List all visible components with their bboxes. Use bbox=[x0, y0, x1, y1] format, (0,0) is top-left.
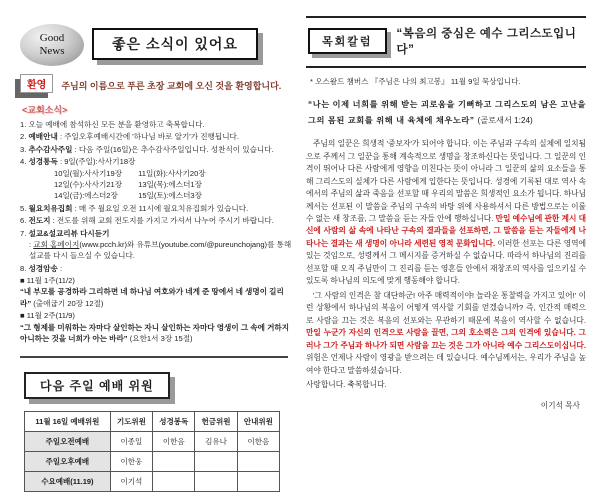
source-note: * 오스왈드 챔버스 『주님은 나의 최고봉』 11월 9일 묵상입니다. bbox=[310, 77, 521, 86]
closing-line: 사랑합니다. 축복합니다. bbox=[306, 380, 387, 390]
cell: 이종일 bbox=[110, 432, 152, 452]
item-number: 3. bbox=[20, 144, 27, 154]
item-number: 6. bbox=[20, 216, 27, 226]
church-news-list bbox=[20, 119, 292, 344]
text-segment: 주님의 일꾼은 희생적 '중보자'가 되어야 합니다. 이는 주님과 구속의 실체에 일치됨으로 주께서 그 일꾼을 통해 계속적으로 생명을 창조하신다는 뜻입니다. 그 일꾼의 인격이 뛰어나 다른 사람에게 영향을 미친다는 뜻이 아니라 그 일꾼의 삶의 요소들을 통해 그리스도의 실체가 다른 사람에게 입한다는 뜻입니다. 성경에 기록된 대로 역사 속에서의 주님의 삶과 죽음을 선포할 때 우리의 말씀은 희생적인 요소가 됩니다. 하나님께서는 선포된 이 말씀을 주님의 구속의 바탕 위에 사용하셔서 다른 방법으로는 이룰 수 없는 새 창조를, 그 말씀을 듣는 자들 안에 행하십니다. bbox=[306, 139, 586, 223]
cell: 이한음 bbox=[237, 432, 279, 452]
verse-week: ■ 11월 1주(11/2) bbox=[20, 276, 75, 286]
item-number: 1. bbox=[20, 120, 27, 129]
table-row bbox=[25, 472, 280, 492]
news-item-5 bbox=[20, 203, 292, 214]
cell bbox=[195, 472, 237, 492]
text-segment: 위험은 언제나 사람이 영광을 받으려는 데 있습니다. 예수님께서는, 우리가 주님을 높여야 한다고 말씀하셨습니다. bbox=[306, 353, 586, 375]
memory-verse-1 bbox=[20, 275, 292, 309]
column-body bbox=[306, 138, 586, 377]
lead-quote bbox=[308, 97, 586, 128]
quote-reference: (골로새서 1:24) bbox=[477, 115, 533, 125]
welcome-row bbox=[20, 74, 292, 93]
news-item-8 bbox=[20, 263, 292, 274]
item-text: : 주일오후예배시간에 '하나님 바로 알기'가 진행됩니다. bbox=[59, 132, 239, 142]
table-header-row bbox=[25, 412, 280, 432]
news-item-6 bbox=[20, 215, 292, 226]
col-header: 11월 16일 예배위원 bbox=[25, 412, 111, 432]
item-number: 2. bbox=[20, 132, 27, 142]
reading-entry: 15일(토):에스더3장 bbox=[138, 191, 202, 201]
verse-ref: (출애굽기 20장 12절) bbox=[33, 298, 104, 308]
reading-entry: 12일(수):사사기21장 bbox=[54, 179, 123, 189]
reading-entry: 10일(월):사사기19장 bbox=[54, 168, 123, 178]
news-item-7 bbox=[20, 228, 292, 262]
item-text: : bbox=[59, 157, 63, 167]
reading-entry: 9일(주일):사사기18장 bbox=[64, 157, 136, 167]
right-column bbox=[300, 0, 600, 424]
item-number: 5. bbox=[20, 203, 27, 213]
committee-table bbox=[24, 411, 280, 492]
col-header: 성경봉독 bbox=[153, 412, 195, 432]
column-header bbox=[306, 16, 586, 68]
readings-grid bbox=[54, 168, 292, 202]
item-label: 설교&설교리뷰 다시듣기 bbox=[28, 228, 110, 238]
good-news-badge bbox=[20, 24, 84, 66]
text-segment: 이러한 선포는 다른 영역에 있는 것임으로, 성령께서 그 메시지를 증거하실 수 없습니다. 따라서 하나님의 진리를 선포할 때 오직 주님만이 그 진리를 듣는 영혼들 안에서 재창조의 역사를 일으키실 수 있도록 하나님의 의도에 맞게 행동해야 합니다. bbox=[306, 238, 587, 286]
column-title: “복음의 중심은 예수 그리스도입니다” bbox=[396, 28, 577, 56]
item-text: : bbox=[59, 263, 63, 273]
item-number: 8. bbox=[20, 263, 27, 273]
verse-text: “내 부모를 공경하라 그리하면 네 하나님 여호와가 네게 준 땅에서 네 생명이 길리라” bbox=[20, 287, 284, 308]
col-header: 안내위원 bbox=[237, 412, 279, 432]
row-header: 주일오후예배 bbox=[25, 452, 111, 472]
item-text: 오늘 예배에 참석하신 모든 분을 환영하고 축복합니다. bbox=[28, 120, 205, 129]
item-label: 월요치유집회 bbox=[28, 203, 73, 213]
col-header: 기도위원 bbox=[110, 412, 152, 432]
verse-week: ■ 11월 2주(11/9) bbox=[20, 311, 75, 321]
committee-title: 다음 주일 예배 위원 bbox=[24, 372, 170, 399]
emphasis-segment: 만일 누군가 자신의 인격으로 사람을 끌면, 그의 호소력은 그의 인격에 있습니다. 그러나 그가 주님과 하나가 되면 사람을 끄는 것은 그가 아니라 예수 그리스도이십니다. bbox=[306, 328, 586, 350]
item-text: : 전도를 위해 교회 전도지를 가지고 가셔서 나누어 주시기 바랍니다. bbox=[52, 216, 274, 226]
reading-entry: 13일(목):에스더1장 bbox=[138, 179, 202, 189]
cell: 이한웅 bbox=[110, 452, 152, 472]
col-header: 헌금위원 bbox=[195, 412, 237, 432]
cell bbox=[153, 452, 195, 472]
news-item-1 bbox=[20, 119, 292, 130]
left-column bbox=[0, 0, 300, 487]
news-item-2 bbox=[20, 131, 292, 142]
row-header: 수요예배(11.19) bbox=[25, 472, 111, 492]
news-item-3 bbox=[20, 144, 292, 155]
detail-rest: (www.pcch.kr)와 유튜브(youtube.com/@pureunchojang)를 통해 설교를 다시 들으실 수 있습니다. bbox=[29, 239, 292, 261]
verse-ref: (요한1서 3장 15절) bbox=[129, 334, 193, 344]
detail-prefix: : bbox=[29, 239, 34, 249]
item-label: 전도지 bbox=[28, 216, 51, 226]
reading-entry: 14일(금):에스더2장 bbox=[54, 191, 118, 201]
cell bbox=[153, 472, 195, 492]
text-segment: '그 사람의 인격은 참 대단하군! 아주 매력적이야! 놀라운 통찰력을 가지고 있어!' 이런 상황에서 하나님의 복음이 어떻게 역사할 기회를 얻겠습니까? 즉, 인간적 매력으로 사람을 끄는 것은 복음의 선포와는 무관하기 때문에 복음이 역사할 수 없습니다. bbox=[306, 290, 586, 325]
table-row bbox=[25, 432, 280, 452]
paragraph-1 bbox=[306, 138, 586, 288]
memory-verse-2 bbox=[20, 310, 292, 344]
news-item-4 bbox=[20, 156, 292, 202]
item-label: 성경암송 bbox=[28, 263, 58, 273]
item-label: 예배안내 bbox=[28, 132, 58, 142]
welcome-text: 주님의 이름으로 푸른 초장 교회에 오신 것을 환영합니다. bbox=[61, 81, 282, 91]
cell: 김유나 bbox=[195, 432, 237, 452]
homepage-link-text: 교회 홈페이지 bbox=[33, 239, 80, 249]
item-number: 4. bbox=[20, 157, 27, 167]
quote-text: “나는 이제 너희를 위해 받는 괴로움을 기뻐하고 그리스도의 남은 고난을 그의 몸된 교회를 위해 내 육체에 채우노라” bbox=[308, 100, 586, 125]
table-row bbox=[25, 452, 280, 472]
cell: 이한음 bbox=[153, 432, 195, 452]
item-text: : 매 주 월요일 오전 11시에 월요치유집회가 있습니다. bbox=[74, 203, 249, 213]
cell bbox=[195, 452, 237, 472]
cell bbox=[237, 472, 279, 492]
cell bbox=[237, 452, 279, 472]
pastor-signature: 이기석 목사 bbox=[540, 401, 580, 411]
welcome-badge: 환영 bbox=[20, 74, 53, 93]
reading-entry: 11일(화):사사기20장 bbox=[138, 168, 206, 178]
church-news-heading: <교회소식> bbox=[22, 105, 68, 115]
left-header bbox=[20, 24, 292, 66]
row-header: 주일오전예배 bbox=[25, 432, 111, 452]
page-title: 좋은 소식이 있어요 bbox=[92, 28, 258, 60]
verse-text: “그 형제를 미워하는 자마다 살인하는 자니 살인하는 자마다 영생이 그 속에 거하지 아니하는 것을 너희가 아는 바라” bbox=[20, 322, 290, 344]
item-label: 성경통독 bbox=[28, 157, 58, 167]
item-text: : 다음 주일(16일)은 추수감사주일입니다. 성찬식이 있습니다. bbox=[74, 144, 274, 154]
item-label: 추수감사주일 bbox=[28, 144, 73, 154]
paragraph-2 bbox=[306, 290, 586, 377]
emphasis-segment: 만일 예수님에 관한 계시 대신에 사람의 삶 속에 나타난 구속의 결과들을 선포하면, 그 말씀을 듣는 자들에게 나타나는 결과는 새 생명이 아니라 세련된 영적 문화입니다. bbox=[306, 213, 586, 248]
item-detail bbox=[29, 239, 292, 262]
section-divider bbox=[20, 356, 288, 358]
pastoral-column-badge: 목회칼럼 bbox=[308, 28, 387, 54]
cell: 이기석 bbox=[110, 472, 152, 492]
item-number: 7. bbox=[20, 228, 27, 238]
good-news-line2: News bbox=[39, 45, 65, 57]
good-news-line1: Good bbox=[39, 31, 65, 44]
